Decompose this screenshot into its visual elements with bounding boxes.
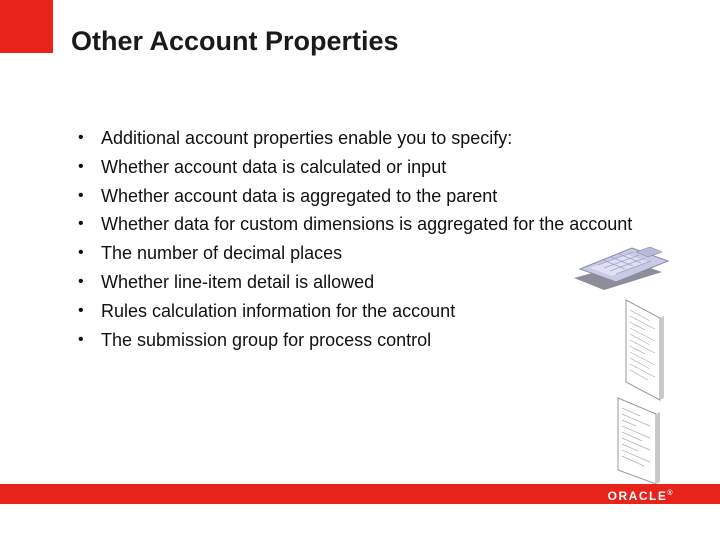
bullet-mark: • [78,301,84,319]
bullet-mark: • [78,186,84,204]
oracle-logo [608,486,674,504]
bullet-mark: • [78,157,84,175]
bullet-text: Whether line-item detail is allowed [101,271,375,292]
bullet-mark: • [78,129,84,146]
slide-title: Other Account Properties [71,26,399,56]
bullet-text: Whether data for custom dimensions is aggregated for the account [101,214,633,235]
bullet-text: Additional account properties enable you to specify: [101,128,513,148]
logo-text: ORACLE [607,489,668,503]
bullet-mark: • [78,215,84,233]
calculator-icon [574,247,668,290]
bullet-text: The submission group for process control [101,329,432,350]
bullet-mark: • [78,244,84,262]
report-document-icon [618,300,664,484]
trademark-mark: ® [667,490,674,497]
bullet-text: Whether account data is calculated or input [101,156,447,177]
bullet-text: The number of decimal places [101,243,343,264]
bullet-text: Whether account data is aggregated to the parent [101,185,498,206]
bullet-text: Rules calculation information for the account [101,300,456,321]
bullet-mark: • [78,330,84,348]
footer-bar [0,484,720,504]
bullet-mark: • [78,272,84,290]
